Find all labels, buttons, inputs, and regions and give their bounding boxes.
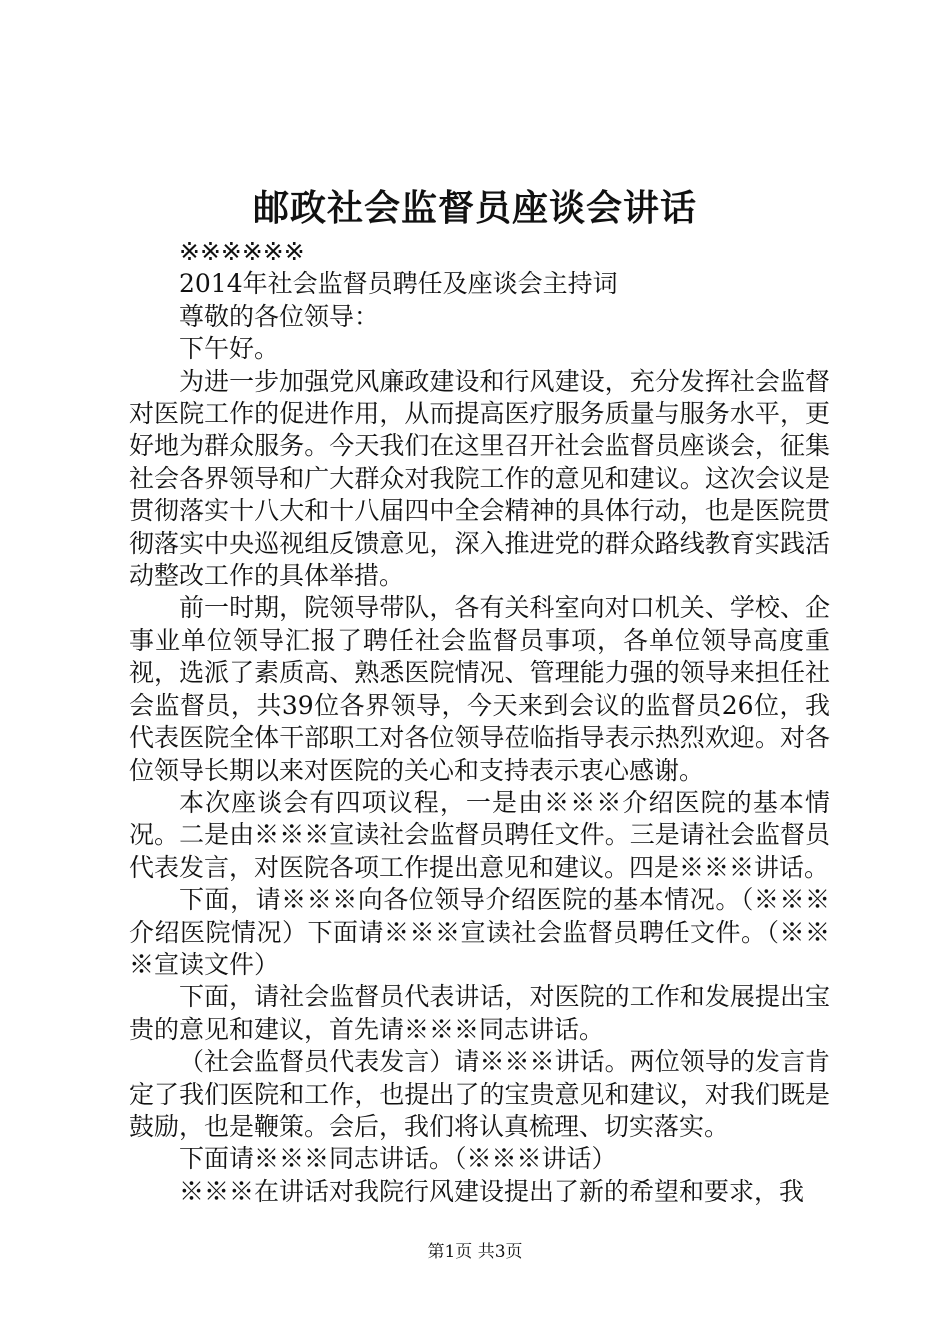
greeting: 下午好。 — [179, 334, 280, 364]
body-paragraph: 为进一步加强党风廉政建设和行风建设，充分发挥社会监督对医院工作的促进作用，从而提高医疗服务质量与服务水平，更好地为群众服务。今天我们在这里召开社会监督员座谈会，征集社会各界领导和广大群众对我院工作的意见和建议。这次会议是贯彻落实十八大和十八届四中全会精神的具体行动，也是医院贯彻落实中央巡视组反馈意见，深入推进党的群众路线教育实践活动整改工作的具体举措。 — [129, 366, 830, 591]
body-paragraph: （社会监督员代表发言）请※※※讲话。两位领导的发言肯定了我们医院和工作，也提出了的宝贵意见和建议，对我们既是鼓励，也是鞭策。会后，我们将认真梳理、切实落实。 — [129, 1047, 830, 1141]
document-title: 邮政社会监督员座谈会讲话 — [252, 187, 697, 229]
salutation: 尊敬的各位领导： — [179, 301, 380, 331]
body-paragraph: 下面，请※※※向各位领导介绍医院的基本情况。（※※※介绍医院情况）下面请※※※宣读社会监督员聘任文件。（※※※宣读文件） — [129, 885, 830, 979]
body-paragraph: 下面请※※※同志讲话。（※※※讲话） — [179, 1144, 617, 1174]
document-body — [129, 236, 830, 1208]
author-placeholder: ※※※※※※ — [179, 237, 305, 266]
page-footer: 第1页 共3页 — [427, 1242, 523, 1262]
subtitle-line: 2014年社会监督员聘任及座谈会主持词 — [179, 269, 618, 299]
body-paragraph: 下面，请社会监督员代表讲话，对医院的工作和发展提出宝贵的意见和建议，首先请※※※同志讲话。 — [129, 982, 830, 1044]
body-paragraph: 本次座谈会有四项议程，一是由※※※介绍医院的基本情况。二是由※※※宣读社会监督员聘任文件。三是请社会监督员代表发言，对医院各项工作提出意见和建议。四是※※※讲话。 — [129, 787, 830, 882]
body-paragraph: ※※※在讲话对我院行风建设提出了新的希望和要求，我 — [179, 1176, 805, 1206]
body-paragraph: 前一时期，院领导带队，各有关科室向对口机关、学校、企事业单位领导汇报了聘任社会监督员事项，各单位领导高度重视，选派了素质高、熟悉医院情况、管理能力强的领导来担任社会监督员，共39位各界领导，今天来到会议的监督员26位，我代表医院全体干部职工对各位领导莅临指导表示热烈欢迎。对各位领导长期以来对医院的关心和支持表示衷心感谢。 — [129, 593, 830, 785]
